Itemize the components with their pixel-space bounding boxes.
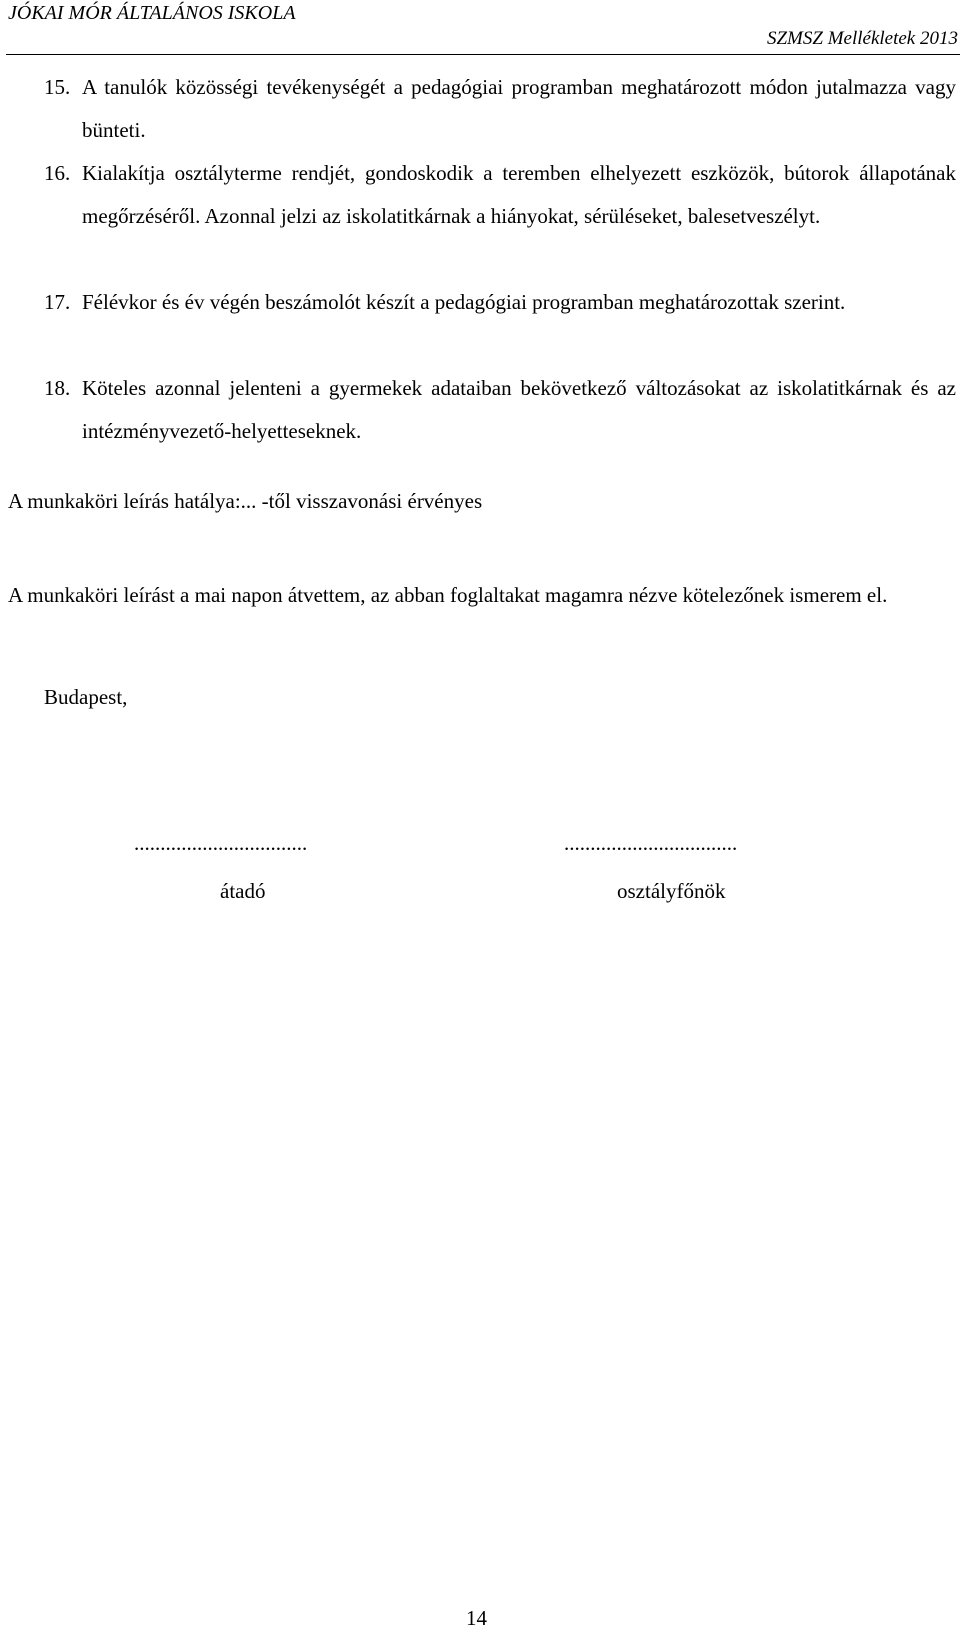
header-document-title: SZMSZ Mellékletek 2013 — [766, 28, 958, 49]
place-line: Budapest, — [44, 685, 128, 709]
list-item-17 — [44, 281, 956, 324]
list-item-text: Köteles azonnal jelenteni a gyermekek adataiban bekövetkező változásokat az iskolatitkárnak és az intézményvezető-helyetteseknek. — [82, 376, 956, 443]
signature-line-right: ................................. — [564, 831, 738, 855]
acknowledgement-statement: A munkaköri leírást a mai napon átvettem, az abban foglaltakat magamra nézve kötelezőnek ismerem el. — [8, 583, 888, 607]
list-item-text: Félévkor és év végén beszámolót készít a pedagógiai programban meghatározottak szerint. — [82, 290, 846, 314]
list-item-15 — [44, 66, 956, 152]
list-item-text: Kialakítja osztályterme rendjét, gondoskodik a teremben elhelyezett eszközök, bútorok állapotának megőrzéséről. Azonnal jelzi az iskolatitkárnak a hiányokat, sérüléseket, balesetveszélyt. — [82, 161, 956, 228]
signature-label-left: átadó — [220, 879, 266, 903]
signature-line-left: ................................. — [134, 831, 308, 855]
list-item-text: A tanulók közösségi tevékenységét a pedagógiai programban meghatározott módon jutalmazza vagy bünteti. — [82, 75, 956, 142]
page-number: 14 — [466, 1606, 487, 1630]
signature-label-right: osztályfőnök — [617, 879, 726, 903]
list-item-number: 16. — [44, 161, 71, 185]
list-item-number: 17. — [44, 290, 71, 314]
header-divider — [6, 54, 960, 55]
list-item-16 — [44, 152, 956, 238]
list-item-18 — [44, 367, 956, 453]
list-item-number: 18. — [44, 376, 71, 400]
list-item-number: 15. — [44, 75, 71, 99]
header-school-name: JÓKAI MÓR ÁLTALÁNOS ISKOLA — [8, 2, 296, 24]
validity-statement: A munkaköri leírás hatálya:... -től visszavonási érvényes — [8, 489, 483, 513]
page-header — [0, 0, 960, 55]
